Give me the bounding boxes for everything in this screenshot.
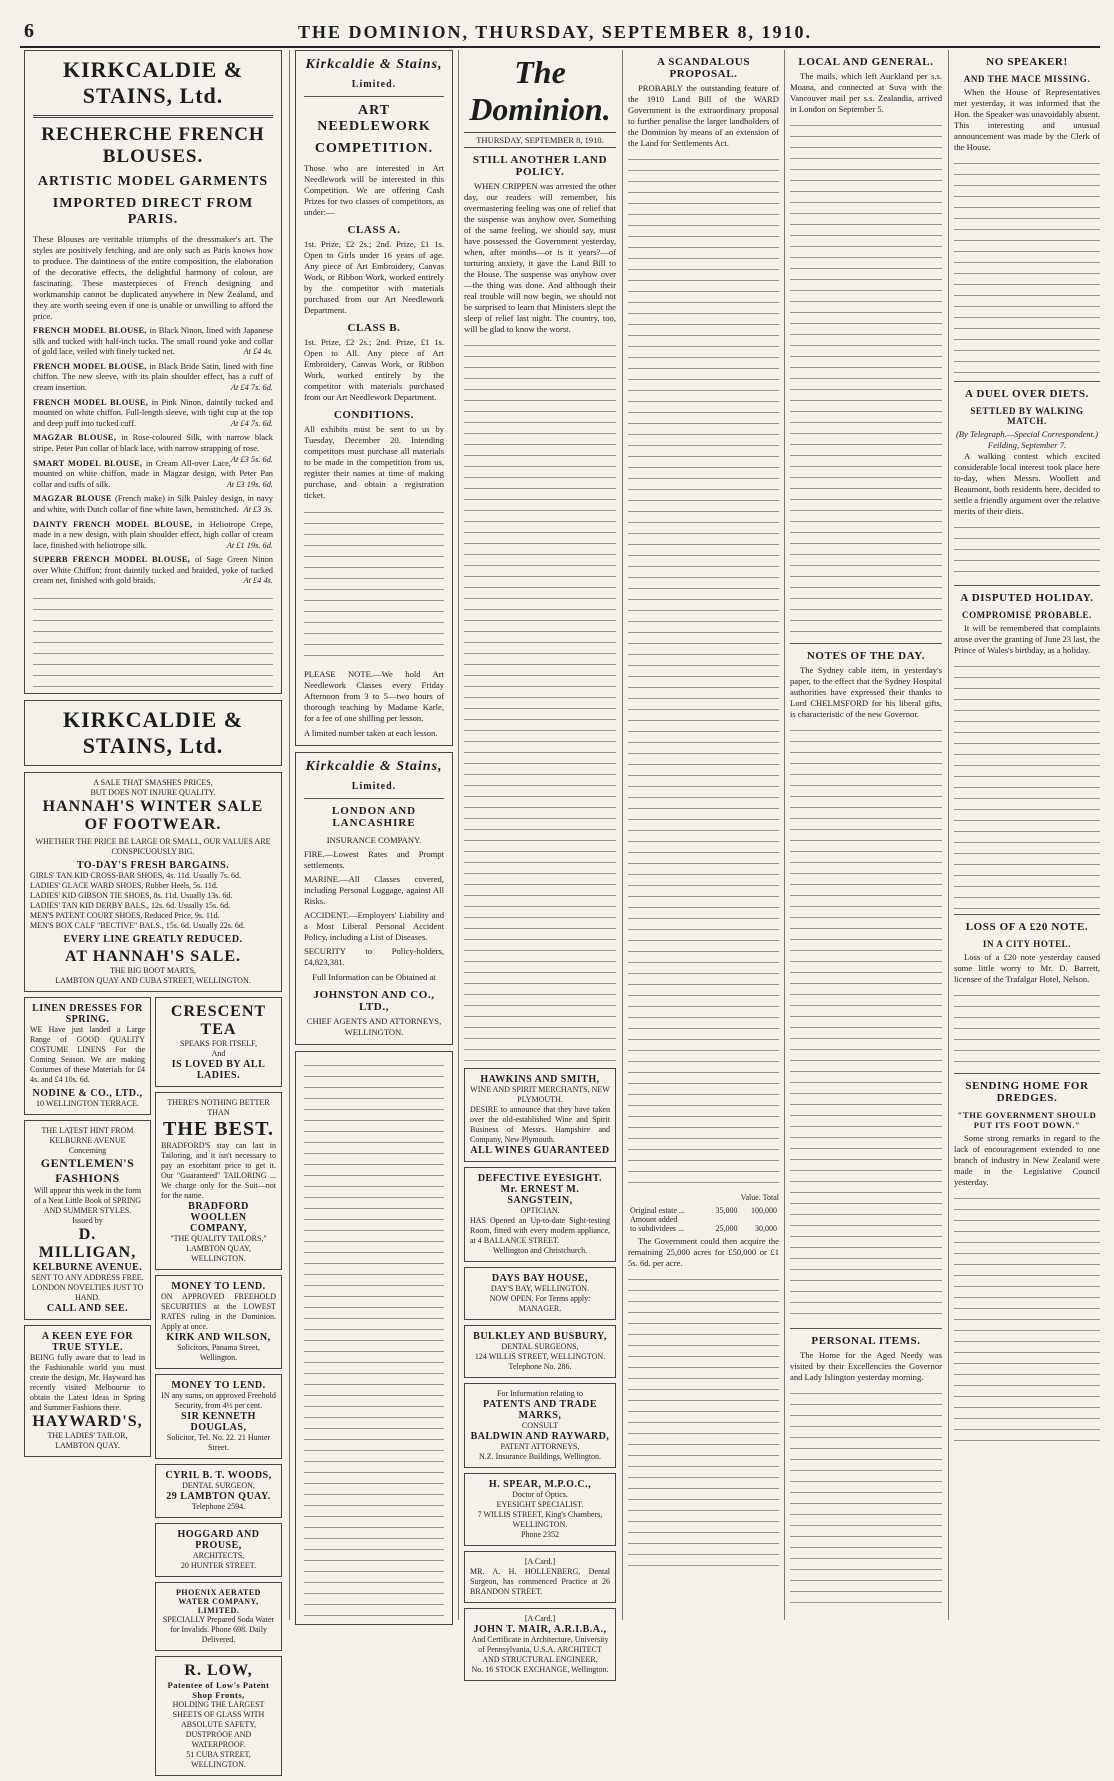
dateline: THURSDAY, SEPTEMBER 8, 1910. [464, 132, 616, 148]
local-head: LOCAL AND GENERAL. [798, 56, 934, 68]
firm-name-col2: Kirkcaldie & Stains, [305, 57, 443, 72]
dredge-head: SENDING HOME FOR DREDGES. [965, 1080, 1089, 1104]
conditions-text: All exhibits must be sent to us by Tuesday, December 20. Intending competitors must purchase all materials to be made in the competition from us, register their names at time of making purchase, and obtain a registration ticket. [304, 424, 444, 500]
blouse-description: in Black Ninon, lined with Japanese silk and tucked with half-inch tucks. The small round yoke and collar of gold lace, veiled with finely tucked net. [33, 326, 273, 357]
blouse-item [33, 326, 273, 358]
text-block [790, 118, 942, 638]
money-1-head: MONEY TO LEND. [171, 1281, 266, 1293]
bulkley-phone: Telephone No. 286. [508, 1362, 572, 1371]
blouse-list [33, 326, 273, 587]
hawkins-advert [464, 1068, 616, 1162]
figures-cell: 30,000 [755, 1224, 777, 1233]
hayward-head: A KEEN EYE FOR TRUE STYLE. [41, 1331, 134, 1354]
blouses-sub-1: ARTISTIC MODEL GARMENTS [37, 174, 269, 189]
eyesight-text: HAS Opened an Up-to-date Sight-testing Room, fitted with every modern appliance, at 4 BALLANCE STREET. [470, 1216, 610, 1245]
class-b-head: CLASS B. [347, 322, 401, 334]
speaker-sub: AND THE MACE MISSING. [963, 74, 1091, 84]
column-6 [954, 50, 1100, 1625]
phoenix-text: SPECIALLY Prepared Soda Water for Invalids. Phone 698. Daily Delivered. [162, 1615, 275, 1645]
limited-label: Limited. [351, 79, 397, 90]
text-block [790, 723, 942, 1323]
needlework-head-2: COMPETITION. [314, 141, 434, 156]
crescent-line-2: And [211, 1049, 226, 1059]
column-1 [24, 50, 282, 1770]
low-name: R. LOW, [184, 1662, 253, 1680]
firm-name-2: KIRKCALDIE & STAINS, Ltd. [62, 707, 244, 759]
blouses-sub-2: IMPORTED DIRECT FROM PARIS. [52, 196, 254, 227]
best-text: BRADFORD'S stay can last in Tailoring, and it isn't necessary to pay an exorbitant price to get it. Our "Guaranteed" TAILORING ... We charge only for the Suit—not for the name. [161, 1141, 276, 1201]
figures-cell: 35,000 [715, 1206, 738, 1215]
phoenix-advert [155, 1582, 282, 1651]
bargain-item: LADIES' KID GIBSON TIE SHOES, 8s. 11d. Usually 13s. 6d. [30, 891, 233, 901]
firm-banner [24, 700, 282, 766]
linen-text: WE Have just landed a Large Range of GOOD QUALITY COSTUME LINENS For the Coming Season. We are making Costumes of these Materials for £4 4s. and £4 10s. 6d. [30, 1025, 145, 1085]
text-block [464, 338, 616, 1068]
insurance-sub: INSURANCE COMPANY. [326, 835, 422, 845]
duel-sub: SETTLED BY WALKING MATCH. [970, 406, 1084, 426]
insurance-agents: CHIEF AGENTS AND ATTORNEYS, WELLINGTON. [306, 1016, 442, 1037]
scandalous-text-2: The Government could then acquire the remaining 25,000 acres for £50,000 or £1 5s. 6d. per acre. [628, 1236, 779, 1268]
blouse-item [33, 398, 273, 430]
blouse-price: At £3 3s. [243, 504, 273, 514]
hayward-name: HAYWARD'S, [32, 1413, 143, 1431]
crescent-title: CRESCENT TEA [170, 1003, 267, 1039]
hoggard-address: 20 HUNTER STREET. [180, 1561, 257, 1571]
hannah-advert [24, 772, 282, 992]
crescent-line-3: IS LOVED BY ALL [171, 1059, 266, 1071]
hawkins-title: HAWKINS AND SMITH, [480, 1074, 600, 1085]
hawkins-foot: ALL WINES GUARANTEED [470, 1145, 610, 1156]
eyesight-advert [464, 1167, 616, 1262]
card-2-label: [A Card.] [524, 1614, 556, 1623]
column-5 [790, 50, 942, 1625]
insurance-line: MARINE.—All Classes covered, including Personal Luggage, against All Risks. [304, 874, 444, 906]
blouse-description: of Sage Green Ninon over White Chiffon; front daintily tucked and braided, yoke of tucked cream net, finished with gold braids. [33, 555, 273, 586]
bradford-name: BRADFORD WOOLLEN COMPANY, [188, 1201, 249, 1235]
blouse-description: in Black Bride Satin, lined with fine chiffon. The new sleeve, with its plain shoulder effect, has a cuff of cream insertion. [33, 361, 273, 392]
hannah-title: HANNAH'S WINTER SALE [42, 798, 264, 816]
insurance-firm: JOHNSTON AND CO., LTD., [313, 989, 435, 1013]
limited-number-note: A limited number taken at each lesson. [304, 728, 438, 738]
blouse-item [33, 555, 273, 587]
patents-line-1: For Information relating to [497, 1389, 583, 1398]
blouse-price: At £3 5s. 6d. [230, 454, 273, 464]
column-rule [622, 50, 623, 1620]
hoggard-title: ARCHITECTS, [192, 1551, 245, 1561]
figures-cell: Original estate ... [630, 1206, 685, 1215]
money-1-sub: Solicitors, Panama Street, Wellington. [177, 1343, 260, 1363]
hannah-note: WHETHER THE PRICE BE LARGE OR SMALL, OUR VALUES ARE CONSPICUOUSLY BIG. [35, 837, 271, 857]
patents-line-5: PATENT ATTORNEYS, [500, 1442, 580, 1451]
class-a-head: CLASS A. [347, 224, 401, 236]
milligan-mid: Will appear this week in the form of a Neat Little Book of SPRING AND SUMMER STYLES. [33, 1186, 142, 1216]
hawkins-text: DESIRE to announce that they have taken over the old-established Wine and Spirit Business of Messrs. Hampshire and Company, New Plymouth. [470, 1105, 610, 1144]
firm-name: KIRKCALDIE & STAINS, Ltd. [62, 57, 244, 108]
text-block [954, 156, 1100, 376]
hannah-lead-2: BUT DOES NOT INJURE QUALITY. [90, 788, 216, 798]
page-number: 6 [24, 20, 34, 42]
woods-name: CYRIL B. T. WOODS, [165, 1470, 272, 1482]
local-text: The mails, which left Auckland per s.s. Moana, and connected at Suva with the Vancouver mail per s.s. Zealandia, arrived in London on September 5. [790, 71, 942, 114]
crescent-line-4: LADIES. [196, 1070, 241, 1082]
patents-advert [464, 1383, 616, 1468]
needlework-intro: Those who are interested in Art Needlework will be interested in this Competition. We are offering Cash Prizes for two classes of competitors, as under:— [304, 163, 444, 217]
insurance-line: SECURITY to Policy-holders, £4,823,381. [304, 946, 444, 967]
bulkley-address: 124 WILLIS STREET, WELLINGTON. [474, 1352, 606, 1361]
column-rule [458, 50, 459, 1620]
dredge-sub: "THE GOVERNMENT SHOULD PUT ITS FOOT DOWN." [957, 1110, 1097, 1130]
blouse-description: in Cream All-over Lace, mounted on white chiffon, made in Magzar design, with Peter Pan collar and cuffs of silk. [33, 458, 273, 489]
blouse-item [33, 520, 273, 552]
eyesight-name: Mr. ERNEST M. SANGSTEIN, [500, 1184, 580, 1206]
holiday-head: A DISPUTED HOLIDAY. [960, 592, 1094, 604]
woods-title: DENTAL SURGEON, [182, 1481, 255, 1491]
hannah-title-2: OF FOOTWEAR. [84, 816, 222, 834]
text-block [304, 505, 444, 665]
bargain-item: LADIES' GLACE WARD SHOES, Rubber Heels, 5s. 11d. [30, 881, 218, 891]
bradford-advert [155, 1092, 282, 1270]
conditions-head: CONDITIONS. [333, 409, 415, 421]
bulkley-advert [464, 1325, 616, 1378]
blouse-description: in Heliotrope Crepe, made in a new design, with plain shoulder effect, high collar of cream lace, finished with heliotrope silk. [33, 519, 273, 550]
milligan-send: SENT TO ANY ADDRESS FREE. [31, 1273, 144, 1283]
spear-line-2: Doctor of Optics. [512, 1490, 568, 1499]
blouse-item [33, 494, 273, 515]
loss-text: Loss of a £20 note yesterday caused some little worry to Mr. D. Barrett, licensee of the Trafalgar Hotel, Nelson. [954, 952, 1100, 984]
milligan-lead: THE LATEST HINT FROM KELBURNE AVENUE Concerning [41, 1126, 134, 1156]
hannah-marts: THE BIG BOOT MARTS, [109, 966, 197, 976]
text-block [33, 591, 273, 687]
newspaper-title: THE DOMINION, THURSDAY, SEPTEMBER 8, 1910. [298, 22, 812, 42]
money-2-firm: SIR KENNETH DOUGLAS, [181, 1411, 256, 1434]
days-bay-name: DAYS BAY HOUSE, [491, 1273, 589, 1284]
figures-row [628, 1215, 779, 1224]
notes-head: NOTES OF THE DAY. [806, 650, 926, 662]
masthead [20, 18, 1100, 48]
text-block [628, 152, 779, 1192]
blouses-headline: RECHERCHE FRENCH BLOUSES. [41, 124, 265, 167]
figures-cell: to subdividees ... [630, 1224, 684, 1233]
loss-sub: IN A CITY HOTEL. [982, 939, 1072, 949]
text-block [628, 1272, 779, 1572]
patents-line-4: BALDWIN AND RAYWARD, [470, 1431, 610, 1442]
spear-line-3: EYESIGHT SPECIALIST. [496, 1500, 584, 1509]
figures-cell: Amount added [630, 1215, 678, 1224]
limited-label-2: Limited. [351, 781, 397, 792]
insurance-advert [295, 752, 453, 1045]
speaker-text: When the House of Representatives met yesterday, it was informed that the Hon. the Speaker was unavoidably absent. This interesting and unusual announcement was made by the Clerk of the House. [954, 87, 1100, 152]
money-2-text: IN any sums, on approved Freehold Security, from 4½ per cent. [161, 1391, 276, 1411]
blouse-name: FRENCH MODEL BLOUSE, [33, 326, 150, 335]
money-2-head: MONEY TO LEND. [171, 1380, 266, 1392]
insurance-line: ACCIDENT.—Employers' Liability and a Most Liberal Personal Accident Policy, including a List of Diseases. [304, 910, 444, 942]
spear-name: H. SPEAR, M.P.O.C., [488, 1479, 592, 1490]
spear-line-5: Phone 2352 [521, 1530, 559, 1539]
column-3 [464, 50, 616, 1674]
money-advert-1 [155, 1275, 282, 1369]
bargain-item: LADIES' TAN KID DERBY BALS., 12s. 6d. Usually 15s. 6d. [30, 901, 231, 911]
text-block [954, 659, 1100, 909]
insurance-info: Full Information can be Obtained at [312, 972, 436, 982]
blouse-description: in Rose-coloured Silk, with narrow black stripe. Peter Pan collar of black lace, with narrow strapping of rose. [33, 433, 273, 453]
please-note: PLEASE NOTE.—We hold Art Needlework Classes every Friday Afternoon from 3 to 5—two hours of thorough teaching by Madame Karle, for a fee of one shilling per lesson. [304, 669, 444, 723]
bulkley-title: DENTAL SURGEONS, [501, 1342, 579, 1351]
blouses-advert [24, 50, 282, 694]
col2-ads [295, 1051, 453, 1625]
needlework-advert [295, 50, 453, 746]
figures-cell: 25,000 [715, 1224, 738, 1233]
duel-byline: (By Telegraph.—Special Correspondent.) Feilding, September 7. [955, 429, 1099, 450]
leader-text: WHEN CRIPPEN was arrested the other day, our readers will remember, his overmastering feeling was one of relief that the suspense was anyhow over. Something of the same feeling, we should say, must have possessed the Government yesterday, when, after months—or is it years?—of torturing anxiety, it gave the Land Bill to the House. The suspense was anyhow over—the thing was done. And although their real trouble will now begin, we should not be surprised to learn that Ministers slept the sleep of relief last night. The country, too, will be glad to know the worst. [464, 181, 616, 334]
needlework-head-1: ART NEEDLEWORK [317, 103, 431, 134]
text-block [790, 1386, 942, 1606]
duel-head: A DUEL OVER DIETS. [965, 388, 1089, 400]
class-a-text: 1st. Prize, £2 2s.; 2nd. Prize, £1 1s. Open to Girls under 16 years of age. Any piece of Art Embroidery, Canvas Work, or Ribbon Work, worked entirely by the competitor with materials purchased from our Art Needlework Department. [304, 239, 444, 315]
scandalous-head: A SCANDALOUS PROPOSAL. [656, 56, 751, 80]
class-b-text: 1st. Prize, £2 2s.; 2nd. Prize, £1 1s. Open to All. Any piece of Art Embroidery, Canvas Work, or Ribbon Work, worked entirely by the competitor with materials purchased from our Art Needlework Department. [304, 337, 444, 402]
speaker-head: NO SPEAKER! [986, 56, 1068, 68]
crescent-tea-advert [155, 997, 282, 1087]
days-bay-text: NOW OPEN. For Terms apply: MANAGER. [489, 1294, 591, 1313]
hollenberg-card [464, 1551, 616, 1603]
figures-cell [705, 1215, 739, 1224]
figures-row [628, 1206, 779, 1215]
bargain-item: MEN'S BOX CALF "BECTIVE" BALS., 15s. 6d. Usually 22s. 6d. [30, 921, 245, 931]
hayward-text: BEING fully aware that to lead in the Fashionable world you must create the design, Mr. Hayward has recently visited Melbourne to obtain the Latest Ideas in Spring and Summer Fashions there. [30, 1353, 145, 1413]
text-block [954, 1191, 1100, 1451]
column-rule [784, 50, 785, 1620]
hayward-sub: THE LADIES' TAILOR, [47, 1431, 128, 1441]
milligan-title: GENTLEMEN'S FASHIONS [40, 1156, 135, 1186]
column-2 [295, 50, 453, 1625]
insurance-title: LONDON AND LANCASHIRE [331, 805, 417, 829]
blouse-price: At £4 7s. 6d. [230, 382, 273, 392]
holiday-sub: COMPROMISE PROBABLE. [961, 610, 1092, 620]
blouse-name: MAGZAR BLOUSE, [33, 433, 122, 443]
best-title: THE BEST. [163, 1118, 274, 1141]
spear-advert [464, 1473, 616, 1546]
text-block [304, 1058, 444, 1618]
hoggard-name: HOGGARD AND PROUSE, [177, 1529, 260, 1552]
figures-table [628, 1206, 779, 1233]
linen-head: LINEN DRESSES FOR SPRING. [32, 1003, 143, 1026]
crescent-line-1: SPEAKS FOR ITSELF, [180, 1039, 257, 1049]
patents-line-2: PATENTS AND TRADE MARKS, [482, 1399, 598, 1421]
bulkley-name: BULKLEY AND BUSBURY, [473, 1331, 607, 1342]
blouse-name: MAGZAR BLOUSE [33, 494, 116, 504]
hannah-at: AT HANNAH'S SALE. [65, 948, 241, 966]
best-lead: THERE'S NOTHING BETTER THAN [167, 1098, 270, 1118]
woods-address: 29 LAMBTON QUAY. [166, 1491, 271, 1503]
days-bay-sub: DAY'S BAY, WELLINGTON. [490, 1284, 590, 1293]
days-bay-advert [464, 1267, 616, 1320]
notes-text: The Sydney cable item, in yesterday's paper, to the effect that the Sydney Hospital authorities have expressed their thanks to Lord CHELMSFORD for his liberal gifts, is characteristic of the new Governor. [790, 665, 942, 719]
duel-text: A walking contest which excited considerable local interest took place here to-day, when Messrs. Woollett and Beaumont, both residents here, decided to settle a friendly argument over the relative merits of their diets. [954, 451, 1100, 516]
scandalous-text-1: PROBABLY the outstanding feature of the 1910 Land Bill of the WARD Government is the extraordinary proposal to further penalise the larger landholders of the Dominion by means of an extension of the Land for Settlements Act. [628, 83, 779, 148]
bradford-address: LAMBTON QUAY, WELLINGTON. [186, 1244, 251, 1264]
bargain-list [30, 871, 276, 931]
milligan-name: D. MILLIGAN, [38, 1226, 137, 1262]
card-1-text: MR. A. H. HOLLENBERG, Dental Surgeon, has commenced Practice at 26 BRANDON STREET. [470, 1567, 610, 1596]
mair-card [464, 1608, 616, 1681]
loss-head: LOSS OF A £20 NOTE. [965, 921, 1089, 933]
low-text: HOLDING THE LARGEST SHEETS OF GLASS WITH ABSOLUTE SAFETY, DUSTPROOF AND WATERPROOF. [172, 1700, 265, 1750]
card-2-text: And Certificate in Architecture, University of Pennsylvania, U.S.A. ARCHITECT AND STRUCTURAL ENGINEER, [471, 1635, 609, 1664]
patents-line-6: N.Z. Insurance Buildings, Wellington. [478, 1452, 602, 1461]
holiday-text: It will be remembered that complaints arose over the granting of June 23 last, the Prince of Wales's birthday, as a holiday. [954, 623, 1100, 655]
blouse-description: in Pink Ninon, daintily tucked and mounted on white chiffon. Full-length sleeve, with tight cup at the top and deep puff into tucked cuff. [33, 397, 273, 428]
blouse-name: SMART MODEL BLOUSE, [33, 458, 146, 468]
figures-row [628, 1224, 779, 1233]
hoggard-advert [155, 1523, 282, 1577]
card-1-label: [A Card.] [524, 1557, 556, 1566]
bradford-sub: "THE QUALITY TAILORS," [170, 1234, 267, 1244]
hannah-address: LAMBTON QUAY AND CUBA STREET, WELLINGTON. [55, 976, 251, 986]
blouse-description: (French make) in Silk Paisley design, in navy and white, with Dutch collar of fine white lawn, hemstitched. [33, 494, 273, 514]
money-1-firm: KIRK AND WILSON, [166, 1332, 271, 1344]
text-block [954, 520, 1100, 580]
blouse-name: SUPERB FRENCH MODEL BLOUSE, [33, 555, 195, 565]
hannah-lead-1: A SALE THAT SMASHES PRICES, [93, 778, 213, 788]
hayward-address: LAMBTON QUAY. [55, 1441, 120, 1451]
insurance-lines [304, 849, 444, 968]
eyesight-address: Wellington and Christchurch. [492, 1246, 588, 1255]
figures-cell: 100,000 [751, 1206, 777, 1215]
woods-advert [155, 1464, 282, 1518]
linen-advert [24, 997, 151, 1115]
blouse-price: At £1 19s. 6d. [226, 540, 273, 550]
card-2-name: JOHN T. MAIR, A.R.I.B.A., [473, 1624, 607, 1635]
leader-headline: STILL ANOTHER LAND POLICY. [472, 154, 608, 178]
blouse-item [33, 362, 273, 394]
figures-cell [740, 1215, 779, 1224]
hawkins-sub: WINE AND SPIRIT MERCHANTS, NEW PLYMOUTH. [470, 1085, 610, 1104]
money-advert-2 [155, 1374, 282, 1459]
low-advert [155, 1656, 282, 1776]
low-title: Patentee of Low's Patent Shop Fronts, [167, 1680, 270, 1701]
bargain-item: MEN'S PATENT COURT SHOES, Reduced Price, 9s. 11d. [30, 911, 220, 921]
milligan-novel: LONDON NOVELTIES JUST TO HAND. [31, 1283, 144, 1303]
blouse-name: DAINTY FRENCH MODEL BLOUSE, [33, 519, 198, 529]
phoenix-name: PHOENIX AERATED WATER COMPANY, LIMITED. [176, 1588, 261, 1616]
low-address: 51 CUBA STREET, WELLINGTON. [186, 1750, 251, 1770]
linen-address: 10 WELLINGTON TERRACE. [36, 1099, 139, 1109]
hannah-every: EVERY LINE GREATLY REDUCED. [63, 934, 243, 946]
column-4 [628, 50, 779, 1625]
money-1-text: ON APPROVED FREEHOLD SECURITIES at the LOWEST RATES ruling in the Dominion. Apply at once. [161, 1292, 276, 1332]
personal-head: PERSONAL ITEMS. [811, 1335, 921, 1347]
linen-firm: NODINE & CO., LTD., [32, 1088, 143, 1100]
dominion-banner: The Dominion. [469, 54, 611, 127]
blouse-name: FRENCH MODEL BLOUSE, [33, 361, 150, 371]
personal-text: The Home for the Aged Needy was visited by their Excellencies the Governor and Lady Islington yesterday morning. [790, 1350, 942, 1382]
text-block [954, 988, 1100, 1068]
blouses-intro: These Blouses are veritable triumphs of the dressmaker's art. The styles are positively fetching, and are only such as Paris knows how to produce. The daintiness of the entire composition, the elaboration of the decorative effects, the delightful harmony of colour, are fascinating. These masterpieces of French designing and workmanship cannot be duplicated anywhere in New Zealand, and they are worth seeing even if one is unable or unwilling to afford the price. [33, 234, 273, 321]
bargain-item: GIRLS' TAN KID CROSS-BAR SHOES, 4s. 11d. Usually 7s. 6d. [30, 871, 242, 881]
blouse-price: At £4 7s. 6d. [230, 418, 273, 428]
insurance-line: FIRE.—Lowest Rates and Prompt settlements. [304, 849, 444, 870]
column-rule [289, 50, 290, 1620]
blouse-name: FRENCH MODEL BLOUSE, [33, 397, 152, 407]
money-2-sub: Solicitor, Tel. No. 22. 21 Hunter Street. [166, 1433, 271, 1453]
blouse-price: At £4 4s. [243, 576, 273, 586]
blouse-price: At £4 4s. [243, 347, 273, 357]
patents-line-3: CONSULT [521, 1421, 559, 1430]
milligan-advert [24, 1120, 151, 1320]
eyesight-head: DEFECTIVE EYESIGHT. [477, 1173, 603, 1184]
card-2-address: No. 16 STOCK EXCHANGE, Wellington. [471, 1665, 609, 1674]
milligan-issued: Issued by [72, 1216, 103, 1226]
milligan-address: KELBURNE AVENUE. [32, 1262, 143, 1274]
eyesight-sub: OPTICIAN. [520, 1206, 560, 1215]
blouse-price: At £3 19s. 6d. [226, 479, 273, 489]
spear-line-4: 7 WILLIS STREET, King's Chambers, WELLINGTON. [477, 1510, 603, 1529]
figures-head: Value. Total [740, 1193, 779, 1202]
woods-phone: Telephone 2594. [191, 1502, 246, 1512]
column-rule [948, 50, 949, 1620]
hayward-advert [24, 1325, 151, 1457]
milligan-call: CALL AND SEE. [46, 1303, 129, 1315]
dredge-text: Some strong remarks in regard to the lack of encouragement extended to one branch of industry in New Zealand were made in the Legislative Council yesterday. [954, 1133, 1100, 1187]
bargains-head: TO-DAY'S FRESH BARGAINS. [76, 860, 230, 872]
firm-name-col2-b: Kirkcaldie & Stains, [305, 759, 443, 774]
